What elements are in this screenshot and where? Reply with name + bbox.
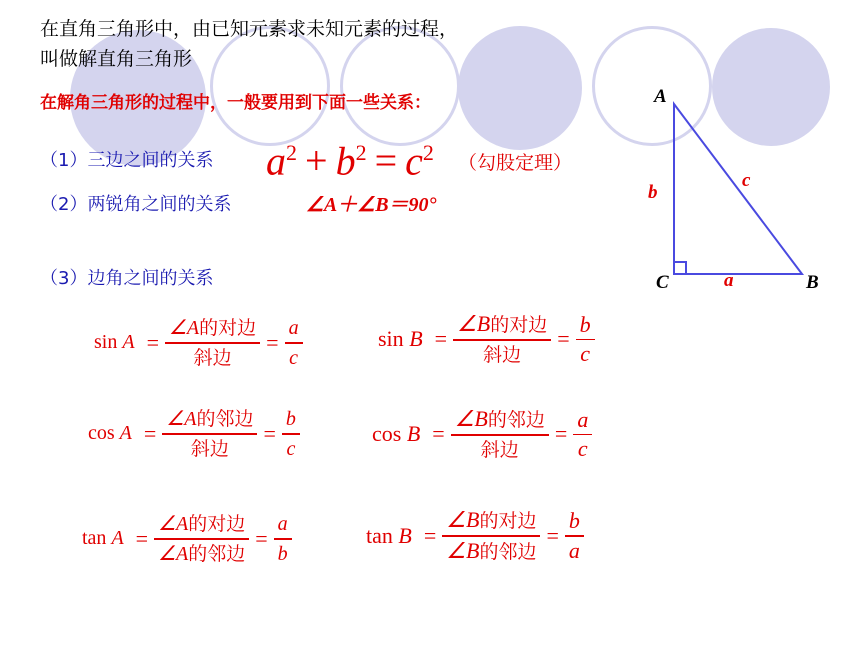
subheading: 在解角三角形的过程中，一般要用到下面一些关系： [40, 93, 431, 113]
relation-1-label: （1）三边之间的关系 [40, 150, 214, 171]
angle-sum-formula: ∠A＋∠B＝90° [306, 194, 437, 216]
sin-a-formula: sin A = $\frac{\text{∠A的对边}}{\text{斜边}}$ = $\frac{a}{c}$ [94, 316, 303, 370]
triangle-shape [674, 104, 802, 274]
side-a-label: a [724, 270, 734, 291]
relation-3-label: （3）边角之间的关系 [40, 268, 214, 289]
relation-2-label: （2）两锐角之间的关系 [40, 194, 232, 215]
side-b-label: b [648, 182, 658, 203]
tan-a-formula: tan A = $\frac{\text{∠A的对边}}{\text{∠A的邻边}}$ = $\frac{a}{b}$ [82, 512, 292, 566]
sin-b-formula: sin B = $\frac{\text{∠B的对边}}{\text{斜边}}$ = $\frac{b}{c}$ [378, 312, 595, 367]
pythagorean-formula: $a^2 + b^2 = c^2$ [266, 138, 434, 184]
right-angle-marker [674, 262, 686, 274]
tan-b-formula: tan B = $\frac{\text{∠B的对边}}{\text{∠B的邻边}}$ = $\frac{b}{a}$ [366, 508, 584, 564]
vertex-a-label: A [654, 86, 667, 107]
vertex-c-label: C [656, 272, 669, 293]
cos-a-formula: cos A = $\frac{\text{∠A的邻边}}{\text{斜边}}$ = $\frac{b}{c}$ [88, 407, 300, 461]
intro-line-1: 在直角三角形中，由已知元素求未知元素的过程， [40, 18, 459, 40]
cos-b-formula: cos B = $\frac{\text{∠B的邻边}}{\text{斜边}}$ = $\frac{a}{c}$ [372, 407, 592, 462]
intro-line-2: 叫做解直角三角形 [40, 48, 193, 70]
vertex-b-label: B [806, 272, 819, 293]
pythagorean-note: （勾股定理） [458, 152, 573, 174]
side-c-label: c [742, 170, 751, 191]
